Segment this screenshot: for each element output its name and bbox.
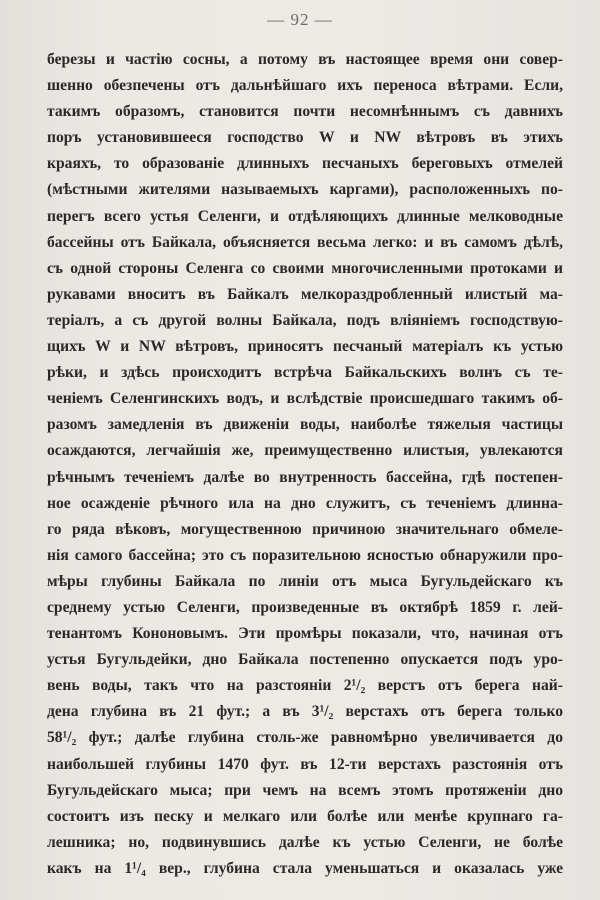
text-line: наибольшей глубины 1470 фут. въ 12-ти верстахъ разстоянія отъ (47, 755, 563, 773)
text-line: бассейны отъ Байкала, объясняется весьма легко: и въ самомъ дѣлѣ, (47, 233, 563, 251)
body-text (47, 47, 563, 882)
text-line: щихъ W и NW вѣтровъ, приносятъ песчаный матеріалъ къ устью (47, 338, 563, 356)
text-line: нія самого бассейна; это съ поразительною ясностью обнаружили про- (47, 546, 563, 564)
text-line: устья Бугульдейки, дно Байкала постепенно опускается подъ уро- (47, 651, 563, 669)
text-line: го ряда вѣковъ, могущественною причиною значительнаго обмеле- (47, 520, 563, 538)
text-line: лешника; но, подвинувшись далѣе къ устью Селенги, не болѣе (47, 833, 563, 851)
text-line: ное осажденіе рѣчного ила на дно служитъ, съ теченіемъ длинна- (47, 494, 563, 512)
text-line: такимъ образомъ, становится почти несомнѣннымъ съ давнихъ (47, 103, 563, 121)
page-number: — 92 — (267, 10, 333, 29)
text-line: шенно обезпечены отъ дальнѣйшаго ихъ переноса вѣтрами. Если, (47, 77, 563, 95)
text-line: краяхъ, то образованіе длинныхъ песчаныхъ береговыхъ отмелей (47, 155, 563, 173)
text-line: вень воды, такъ что на разстояніи 2¹/₂ верстъ отъ берега най- (47, 677, 563, 695)
text-line: рѣки, и здѣсь происходитъ встрѣча Байкальскихъ волнъ съ те- (47, 364, 563, 382)
text-line: (мѣстными жителями называемыхъ каргами), расположенныхъ по- (47, 181, 563, 199)
text-line: перегъ всего устья Селенги, и отдѣляющихъ длинные мелководные (47, 207, 563, 225)
text-line: поръ установившееся господство W и NW вѣтровъ въ этихъ (47, 129, 563, 147)
text-line: осаждаются, легчайшія же, преимущественно илистыя, увлекаются (47, 442, 563, 460)
text-line: съ одной стороны Селенга со своими многочисленными протоками и (47, 259, 563, 277)
text-line: рѣчнымъ теченіемъ далѣе во внутренность бассейна, гдѣ постепен- (47, 468, 563, 486)
text-line: состоитъ изъ песку и мелкаго или болѣе или менѣе крупнаго га- (47, 807, 563, 825)
text-line: дена глубина въ 21 фут.; а въ 3¹/₂ верстахъ отъ берега только (47, 703, 563, 721)
text-line: ченіемъ Селенгинскихъ водъ, и вслѣдствіе происшедшаго такимъ об- (47, 390, 563, 408)
text-line: тенантомъ Кононовымъ. Эти промѣры показали, что, начиная отъ (47, 625, 563, 643)
text-line: теріалъ, а съ другой волны Байкала, подъ вліяніемъ господствую- (47, 311, 563, 329)
text-line: рукавами вноситъ въ Байкалъ мелкораздробленный илистый ма- (47, 285, 563, 303)
text-line: разомъ замедленія въ движеніи воды, наиболѣе тяжелыя частицы (47, 416, 563, 434)
text-line: 58¹/₂ фут.; далѣе глубина столь-же равномѣрно увеличивается до (47, 729, 563, 747)
text-line: мѣры глубины Байкала по линіи отъ мыса Бугульдейскаго къ (47, 572, 563, 590)
text-line: березы и частію сосны, а потому въ настоящее время они совер- (47, 51, 563, 68)
text-line: какъ на 1¹/₄ вер., глубина стала уменьшаться и оказалась уже (47, 859, 563, 877)
text-line: Бугульдейскаго мыса; при чемъ на всемъ этомъ протяженіи дно (47, 781, 563, 799)
text-line: среднему устью Селенги, произведенные въ октябрѣ 1859 г. лей- (47, 598, 563, 616)
